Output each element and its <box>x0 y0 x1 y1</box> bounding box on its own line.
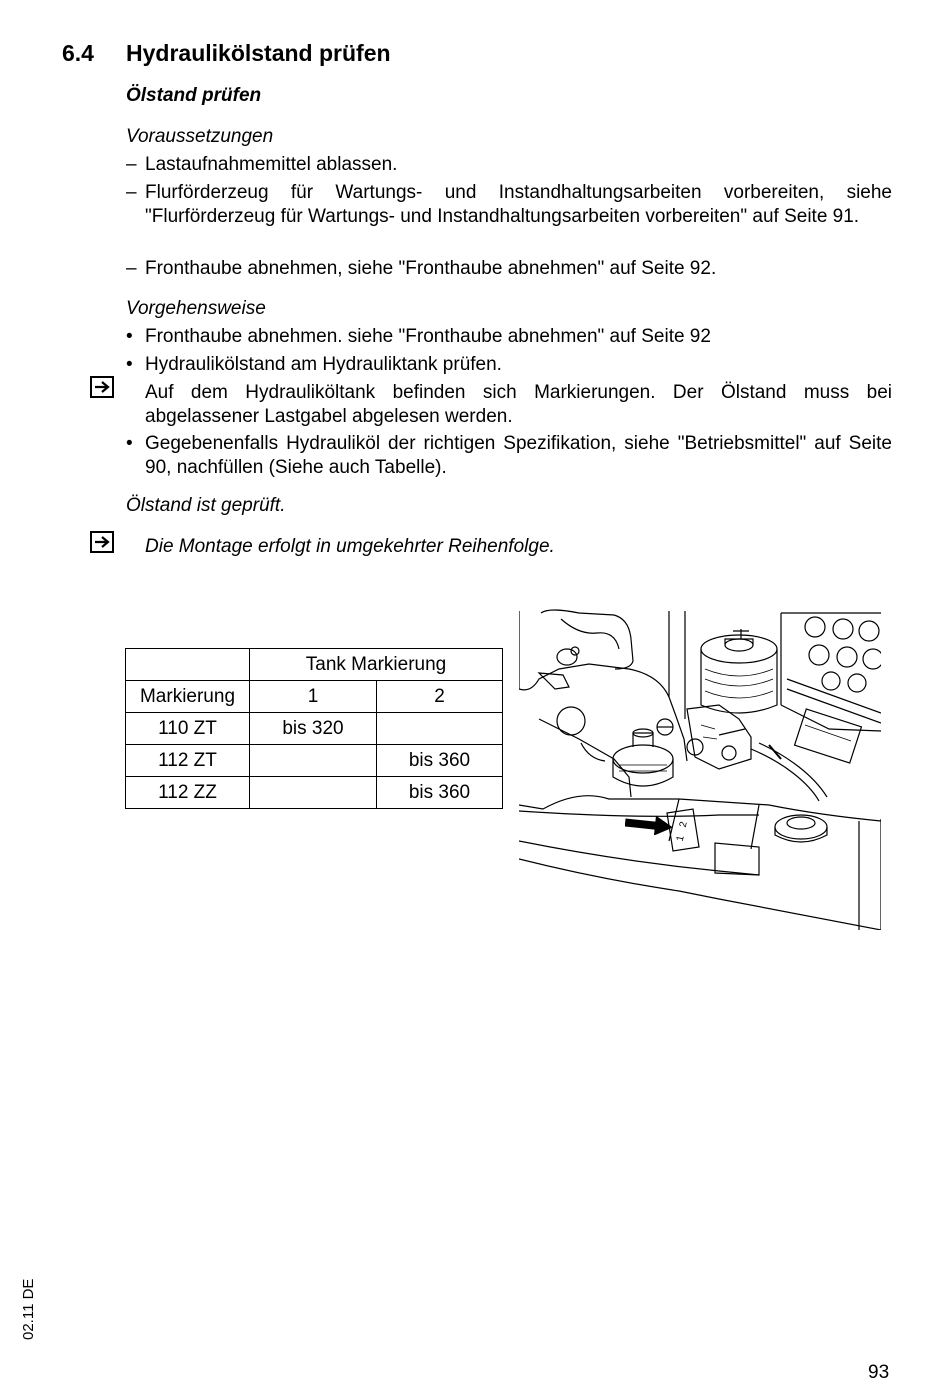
page-number: 93 <box>868 1362 890 1383</box>
section-title: Hydraulikölstand prüfen <box>126 40 391 66</box>
table-cell <box>250 777 377 809</box>
prerequisites-heading: Voraussetzungen <box>126 126 274 147</box>
note-text: Die Montage erfolgt in umgekehrter Reihenfolge. <box>145 536 555 557</box>
list-item <box>126 432 892 480</box>
table-cell: 110 ZT <box>126 713 250 745</box>
bullet-marker: • <box>126 354 133 375</box>
bullet-marker: • <box>126 326 133 347</box>
tank-marking-table <box>125 648 503 809</box>
list-item-text: Gegebenenfalls Hydrauliköl der richtigen Spezifikation, siehe "Betriebsmittel" auf Seite 90, nachfüllen (Siehe auch Tabelle). <box>145 433 892 478</box>
dash-marker: – <box>126 154 137 175</box>
table-row <box>126 777 503 809</box>
subheading: Ölstand prüfen <box>126 85 262 106</box>
dash-marker: – <box>126 182 137 203</box>
table-row <box>126 713 503 745</box>
table-row <box>126 745 503 777</box>
list-item-text: Fronthaube abnehmen, siehe "Fronthaube abnehmen" auf Seite 92. <box>145 258 717 279</box>
table-cell: bis 360 <box>377 745 503 777</box>
list-item-text: Fronthaube abnehmen. siehe "Fronthaube abnehmen" auf Seite 92 <box>145 326 711 347</box>
hydraulic-tank-figure <box>519 609 881 930</box>
list-item <box>126 353 892 377</box>
list-item <box>126 257 892 281</box>
table-cell <box>126 649 250 681</box>
list-item <box>126 153 892 177</box>
footer-date: 02.11 DE <box>20 1278 37 1340</box>
table-cell: 112 ZT <box>126 745 250 777</box>
table-cell: bis 360 <box>377 777 503 809</box>
table-row <box>126 681 503 713</box>
table-cell <box>377 713 503 745</box>
table-cell <box>250 745 377 777</box>
list-item-text: Hydraulikölstand am Hydrauliktank prüfen. <box>145 354 502 375</box>
bullet-marker: • <box>126 433 133 454</box>
list-item <box>126 181 892 229</box>
table-cell: bis 320 <box>250 713 377 745</box>
arrow-right-icon <box>90 531 114 553</box>
arrow-right-icon <box>90 376 114 398</box>
marking-label: 1 <box>674 834 687 843</box>
table-header-cell: Markierung <box>126 681 250 713</box>
table-header-cell: 2 <box>377 681 503 713</box>
table-cell: 112 ZZ <box>126 777 250 809</box>
list-item-text: Lastaufnahmemittel ablassen. <box>145 154 398 175</box>
table-group-header: Tank Markierung <box>250 649 503 681</box>
table-row <box>126 649 503 681</box>
list-item-text: Flurförderzeug für Wartungs- und Instandhaltungsarbeiten vorbereiten, siehe "Flurförderzeug für Wartungs- und Instandhaltungsarbeiten vorbereiten" auf Seite 91. <box>145 182 892 227</box>
dash-marker: – <box>126 258 137 279</box>
section-number: 6.4 <box>62 40 94 66</box>
table-header-cell: 1 <box>250 681 377 713</box>
procedure-heading: Vorgehensweise <box>126 298 266 319</box>
note-text: Auf dem Hydrauliköltank befinden sich Markierungen. Der Ölstand muss bei abgelassener Lastgabel abgelesen werden. <box>145 382 892 427</box>
result-text: Ölstand ist geprüft. <box>126 495 286 516</box>
list-item <box>126 325 892 349</box>
marking-label: 2 <box>677 820 690 829</box>
